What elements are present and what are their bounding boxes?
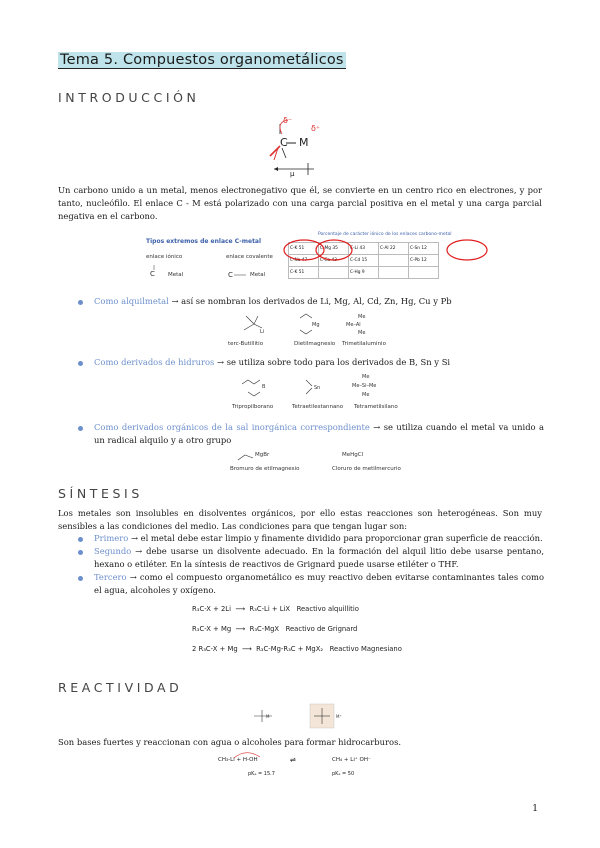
table-cell: C-K 51: [289, 243, 319, 255]
structure-name: Tetrametilsilano: [354, 404, 398, 410]
bullet-lead: Como derivados de hidruros: [94, 357, 215, 367]
condition-item: [94, 532, 544, 545]
svg-text:M⁺: M⁺: [336, 714, 342, 719]
page-number: 1: [532, 804, 538, 814]
reaction-lhs: R₃C-X + Mg: [192, 625, 232, 633]
bond-types-title: Tipos extremos de enlace C-metal: [146, 238, 262, 245]
svg-text:B: B: [262, 384, 266, 390]
structure-name: terc-Butillitio: [228, 341, 264, 347]
table-cell: C-Pb 12: [409, 255, 439, 267]
bullet-alquilmetal: [94, 295, 544, 308]
svg-text:Me: Me: [362, 392, 370, 398]
equilibrium-arrow: ⇌: [290, 756, 296, 764]
ethyl-sketch: [236, 452, 256, 462]
condition-item: [94, 545, 544, 571]
svg-text:M: M: [266, 714, 270, 719]
svg-text:Me–Al: Me–Al: [346, 322, 361, 328]
reaction-row: [192, 645, 402, 653]
bullet-lead: Como alquilmetal: [94, 296, 169, 306]
reaction-rhs: R₃C-Li + LiX: [249, 605, 291, 613]
metal-label: M: [299, 136, 309, 149]
formula-label: MgBr: [255, 452, 270, 458]
reaction-arrow: ⟶: [233, 625, 248, 633]
table-cell: [379, 267, 409, 279]
bullet-dot: [78, 537, 83, 542]
formula-label: MeHgCl: [342, 452, 364, 458]
reaction-name: Reactivo de Grignard: [285, 625, 358, 633]
svg-text:Mg: Mg: [312, 322, 320, 328]
condition-text: → debe usarse un disolvente adecuado. En la formación del alquil litio debe usarse pentano, hexano o etiléter. En la síntesis de reactivos de Grignard puede usarse etiléter o THF.: [94, 546, 544, 570]
table-cell: C-Na 47: [289, 255, 319, 267]
ionic-bond-label: enlace iónico: [146, 254, 183, 260]
acid-base-eq-right: CH₄ + Li⁺ OH⁻: [332, 757, 371, 763]
alkylmetal-structures: [240, 312, 390, 340]
bullet-text: → se utiliza cuando el metal va unido a un radical alquilo y a otro grupo: [94, 422, 544, 446]
table-cell: C-Li 43: [349, 243, 379, 255]
sintesis-paragraph: Los metales son insolubles en disolventes orgánicos, por ello estas reacciones son heterogéneas. Son muy sensibles a las condiciones del medio. Las condiciones para que tengan lugar son:: [58, 508, 542, 532]
reaction-lhs: 2 R₃C-X + Mg: [192, 645, 238, 653]
svg-text:Li: Li: [260, 329, 265, 335]
bullet-hidruros: [94, 356, 544, 369]
svg-text:Me: Me: [358, 314, 366, 320]
reaction-name: Reactivo Magnesiano: [329, 645, 402, 653]
reaction-row: [192, 625, 357, 633]
section-heading-sintesis: SÍNTESIS: [58, 486, 143, 501]
hydride-structures: [236, 372, 396, 404]
bullet-dot: [78, 361, 83, 366]
table-cell: C-Cd 15: [349, 255, 379, 267]
svg-text:Sn: Sn: [314, 385, 321, 391]
reaction-row: [192, 605, 359, 613]
table-cell: C-Mg 35: [319, 243, 349, 255]
table-cell: C-K 51: [289, 267, 319, 279]
condition-text: → el metal debe estar limpio y finamente dividido para proporcionar gran superficie de reacción.: [130, 533, 543, 543]
svg-text:Me–Si–Me: Me–Si–Me: [352, 383, 377, 389]
acid-base-curved-arrows: [228, 750, 278, 760]
mu-label: μ: [290, 170, 295, 178]
bullet-text: → así se nombran los derivados de Li, Mg, Al, Cd, Zn, Hg, Cu y Pb: [171, 296, 452, 306]
condition-lead: Tercero: [94, 572, 127, 582]
ionic-metal-label: Metal: [168, 272, 184, 278]
structure-name: Trimetilaluminio: [342, 341, 386, 347]
svg-text:C: C: [228, 271, 233, 279]
condition-lead: Primero: [94, 533, 129, 543]
structure-name: Tetraetilestannano: [292, 404, 344, 410]
ionic-table-title: Porcentaje de carácter iónico de los enlaces carbono-metal: [318, 232, 452, 237]
table-cell: [319, 267, 349, 279]
reaction-arrow: ⟶: [239, 645, 254, 653]
condition-lead: Segundo: [94, 546, 132, 556]
covalent-bond-label: enlace covalente: [226, 254, 273, 260]
table-cell: C-Hg 9: [349, 267, 379, 279]
structure-name: Tripropilborano: [232, 404, 274, 410]
bullet-dot: [78, 300, 83, 305]
reaction-name: Reactivo alquillitio: [296, 605, 359, 613]
bullet-dot: [78, 426, 83, 431]
bullet-lead: Como derivados orgánicos de la sal inorgánica correspondiente: [94, 422, 370, 432]
delta-minus-label: δ⁻: [283, 116, 293, 125]
table-cell: C-Ca 43: [319, 255, 349, 267]
section-heading-reactividad: REACTIVIDAD: [58, 680, 183, 695]
reaction-lhs: R₃C-X + 2Li: [192, 605, 231, 613]
svg-text:C: C: [150, 270, 155, 278]
bullet-text: → se utiliza sobre todo para los derivados de B, Sn y Si: [217, 357, 451, 367]
covalent-metal-label: Metal: [250, 272, 266, 278]
table-highlight-circles: [282, 236, 508, 266]
delta-plus-label: δ⁺: [311, 124, 321, 133]
svg-text:Me: Me: [358, 330, 366, 336]
page-title: Tema 5. Compuestos organometálicos: [60, 52, 344, 68]
bullet-dot: [78, 576, 83, 581]
intro-paragraph: Un carbono unido a un metal, menos electronegativo que él, se convierte en un centro rico en electrones, y por tanto, nucleófilo. El enlace C - M está polarizado con una carga parcial positiva en el metal y una carga parcial negativa en el carbono.: [58, 185, 542, 222]
condition-text: → como el compuesto organometálico es muy reactivo deben evitarse contaminantes tales como el agua, alcoholes y oxígeno.: [94, 572, 544, 596]
reactividad-paragraph: Son bases fuertes y reaccionan con agua o alcoholes para formar hidrocarburos.: [58, 737, 402, 747]
carbon-label: C: [280, 136, 288, 149]
reactivity-figure: [250, 702, 350, 732]
structure-name: Dietilmagnesio: [294, 341, 336, 347]
reaction-arrow: ⟶: [233, 605, 248, 613]
section-heading-intro: INTRODUCCIÓN: [58, 90, 200, 105]
bullet-sal-inorganica: [94, 421, 544, 447]
structure-name: Cloruro de metilmercurio: [332, 466, 401, 472]
pka-left: pKₐ = 15.7: [248, 771, 275, 777]
reaction-rhs: R₃C-MgX: [249, 625, 280, 633]
bullet-dot: [78, 550, 83, 555]
structure-name: Bromuro de etilmagnesio: [230, 466, 300, 472]
table-cell: [409, 267, 439, 279]
pka-right: pKₐ = 50: [332, 771, 355, 777]
reaction-rhs: R₃C-Mg-R₃C + MgX₂: [256, 645, 324, 653]
table-cell: C-Al 22: [379, 243, 409, 255]
acid-base-eq-left: CH₃-Li + H-OH: [218, 757, 258, 763]
svg-text:Me: Me: [362, 374, 370, 380]
table-row: [289, 267, 439, 279]
bond-types-sketch: [150, 262, 270, 282]
table-cell: C-Sn 12: [409, 243, 439, 255]
condition-item: [94, 571, 544, 597]
